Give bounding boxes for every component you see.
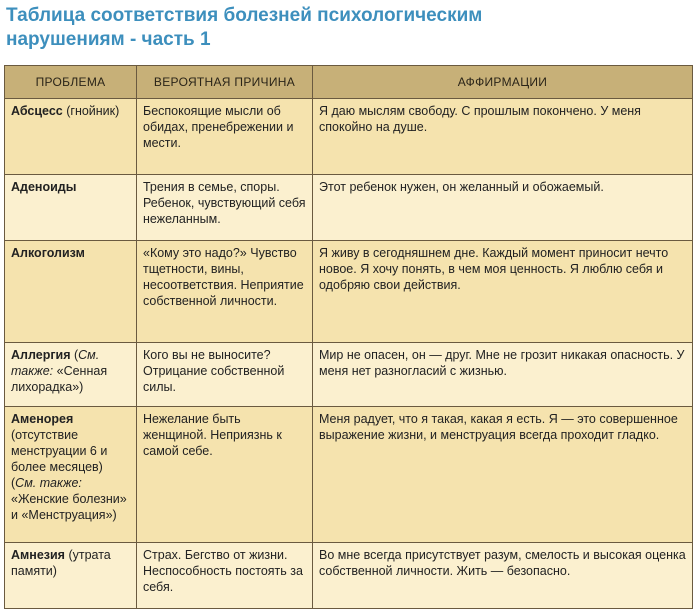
problem-note: (утрата памяти)	[11, 548, 111, 578]
table-row	[5, 543, 693, 609]
problem-note: (отсутствие менструации 6 и более месяцев) (	[11, 428, 108, 490]
page-title-line-2: нарушениям - часть 1	[6, 29, 211, 50]
affirmation-cell: Во мне всегда присутствует разум, смелость и высокая оценка собственной личности. Жить — безопасно.	[313, 543, 693, 609]
page-title	[6, 4, 686, 52]
page-title-line-1: Таблица соответствия болезней психологическим	[6, 5, 483, 26]
table-header-row	[5, 66, 693, 99]
affirmation-cell: Этот ребенок нужен, он желанный и обожаемый.	[313, 175, 693, 241]
problem-note: (гнойник)	[62, 104, 120, 118]
problem-see-also: См. также:	[15, 476, 82, 490]
cause-cell: Беспокоящие мысли об обидах, пренебрежении и мести.	[137, 99, 313, 175]
problem-cell	[5, 99, 137, 175]
table-row	[5, 175, 693, 241]
cause-cell: Страх. Бегство от жизни. Неспособность постоять за себя.	[137, 543, 313, 609]
problem-name: Аденоиды	[11, 180, 77, 194]
problem-name: Аллергия	[11, 348, 71, 362]
table-row	[5, 241, 693, 343]
header-affirmations: АФФИРМАЦИИ	[313, 66, 693, 99]
affirmation-cell: Я даю мыслям свободу. С прошлым покончено. У меня спокойно на душе.	[313, 99, 693, 175]
problem-name: Амнезия	[11, 548, 65, 562]
cause-cell: Трения в семье, споры. Ребенок, чувствующий себя нежеланным.	[137, 175, 313, 241]
problem-cell	[5, 343, 137, 407]
problem-cell	[5, 407, 137, 543]
problem-cell	[5, 543, 137, 609]
header-cause: ВЕРОЯТНАЯ ПРИЧИНА	[137, 66, 313, 99]
affirmation-cell: Меня радует, что я такая, какая я есть. Я — это совершенное выражение жизни, и менструация всегда проходит гладко.	[313, 407, 693, 543]
problem-name: Алкоголизм	[11, 246, 85, 260]
cause-cell: Нежелание быть женщиной. Неприязнь к самой себе.	[137, 407, 313, 543]
affirmation-cell: Я живу в сегодняшнем дне. Каждый момент приносит нечто новое. Я хочу понять, в чем моя ценность. Я люблю себя и одобряю свои действия.	[313, 241, 693, 343]
header-problem: ПРОБЛЕМА	[5, 66, 137, 99]
problem-note: (	[70, 348, 79, 362]
table-row	[5, 99, 693, 175]
correspondence-table	[4, 65, 693, 609]
problem-cell	[5, 241, 137, 343]
table-row	[5, 407, 693, 543]
cause-cell: Кого вы не выносите? Отрицание собственной силы.	[137, 343, 313, 407]
affirmation-cell: Мир не опасен, он — друг. Мне не грозит никакая опасность. У меня нет разногласий с жизнью.	[313, 343, 693, 407]
problem-name: Абсцесс	[11, 104, 63, 118]
problem-note-2: «Женские болезни» и «Менструация»)	[11, 492, 127, 522]
problem-note-2: «Сенная лихорадка»)	[11, 364, 108, 394]
problem-name: Аменорея	[11, 412, 74, 426]
problem-cell	[5, 175, 137, 241]
table-row	[5, 343, 693, 407]
cause-cell: «Кому это надо?» Чувство тщетности, вины, несоответствия. Неприятие собственной личности.	[137, 241, 313, 343]
problem-see-also: См. также:	[11, 348, 100, 378]
